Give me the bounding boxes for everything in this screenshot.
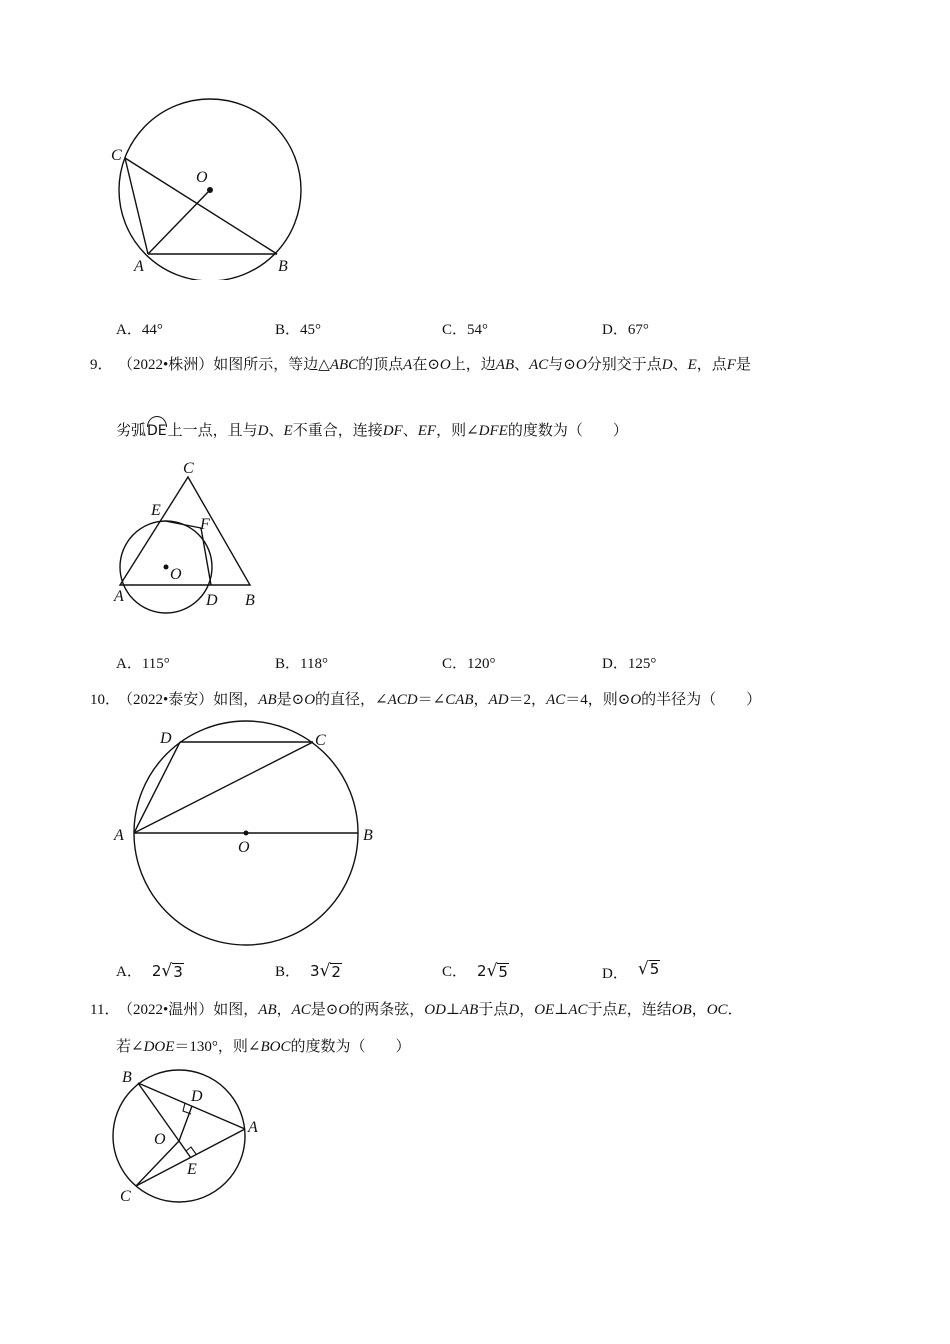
q11-stem-line1: 11．（2022•温州）如图，AB，AC是⊙O的两条弦，OD⊥AB于点D，OE⊥AC于点E，连结OB，OC．	[90, 1002, 743, 1018]
q9-label-f: F	[200, 516, 210, 533]
q11-figure	[105, 1062, 275, 1212]
q10-segment-ac	[134, 742, 313, 833]
q9-option-b: B．118°	[275, 656, 328, 672]
q9-option-a: A．115°	[116, 656, 170, 672]
q9-center-dot	[164, 565, 169, 570]
q8-segment-ao	[148, 190, 210, 254]
q10-option-b: B． 3 √ 2	[275, 961, 341, 981]
q9-segment-ef	[165, 521, 201, 528]
q9-figure	[105, 455, 275, 615]
q8-label-o: O	[196, 169, 208, 186]
q9-label-e: E	[151, 502, 161, 519]
q9-option-c: C．120°	[442, 656, 496, 672]
q10-option-c: C． 2 √ 5	[442, 961, 508, 981]
q9-label-o: O	[170, 566, 182, 583]
q8-segment-ca	[125, 158, 148, 254]
q11-label-e: E	[187, 1161, 197, 1178]
q10-label-c: C	[315, 732, 326, 749]
q11-segment-oe	[179, 1141, 191, 1158]
q11-label-a: A	[248, 1119, 258, 1136]
q9-label-a: A	[114, 588, 124, 605]
q9-option-d: D．125°	[602, 656, 657, 672]
q8-label-a: A	[134, 258, 144, 275]
q10-option-d: D． √ 5	[602, 958, 660, 982]
q10-center-dot	[244, 831, 249, 836]
q10-label-b: B	[363, 827, 373, 844]
q8-option-a: A．44°	[116, 322, 163, 338]
q10-label-o: O	[238, 839, 250, 856]
q9-triangle-abc	[120, 477, 250, 585]
q9-label-c: C	[183, 460, 194, 477]
q10-label-d: D	[160, 730, 172, 747]
q11-label-o: O	[154, 1131, 166, 1148]
q11-label-b: B	[122, 1069, 132, 1086]
q10-stem: 10．（2022•泰安）如图，AB是⊙O的直径，∠ACD＝∠CAB，AD＝2，AC＝4，则⊙O的半径为（ ）	[90, 692, 762, 708]
q9-stem-line2: 劣弧DE上一点，且与D、E不重合，连接DF、EF，则∠DFE的度数为（ ）	[116, 423, 628, 439]
q11-label-d: D	[191, 1088, 203, 1105]
q10-label-a: A	[114, 827, 124, 844]
q10-figure	[105, 720, 395, 955]
q10-option-a: A． 2 √ 3	[116, 961, 183, 981]
q8-option-b: B．45°	[275, 322, 322, 338]
q9-label-b: B	[245, 592, 255, 609]
arc-de: DE	[147, 423, 167, 439]
q9-segment-df	[201, 528, 211, 585]
q11-circle	[113, 1070, 245, 1202]
q8-option-c: C．54°	[442, 322, 489, 338]
q9-label-d: D	[206, 592, 218, 609]
q11-segment-od	[179, 1106, 192, 1141]
q8-label-c: C	[111, 147, 122, 164]
q8-figure	[100, 95, 320, 280]
q8-option-d: D．67°	[602, 322, 649, 338]
q11-label-c: C	[120, 1188, 131, 1205]
q10-segment-ad	[134, 742, 180, 833]
q8-label-b: B	[278, 258, 288, 275]
q8-center-dot	[207, 187, 213, 193]
q9-stem-line1: 9． （2022•株洲）如图所示，等边△ABC的顶点A在⊙O上，边AB、AC与⊙O分别交于点D、E，点F是	[90, 357, 751, 373]
q11-stem-line2: 若∠DOE＝130°，则∠BOC的度数为（ ）	[116, 1039, 411, 1055]
